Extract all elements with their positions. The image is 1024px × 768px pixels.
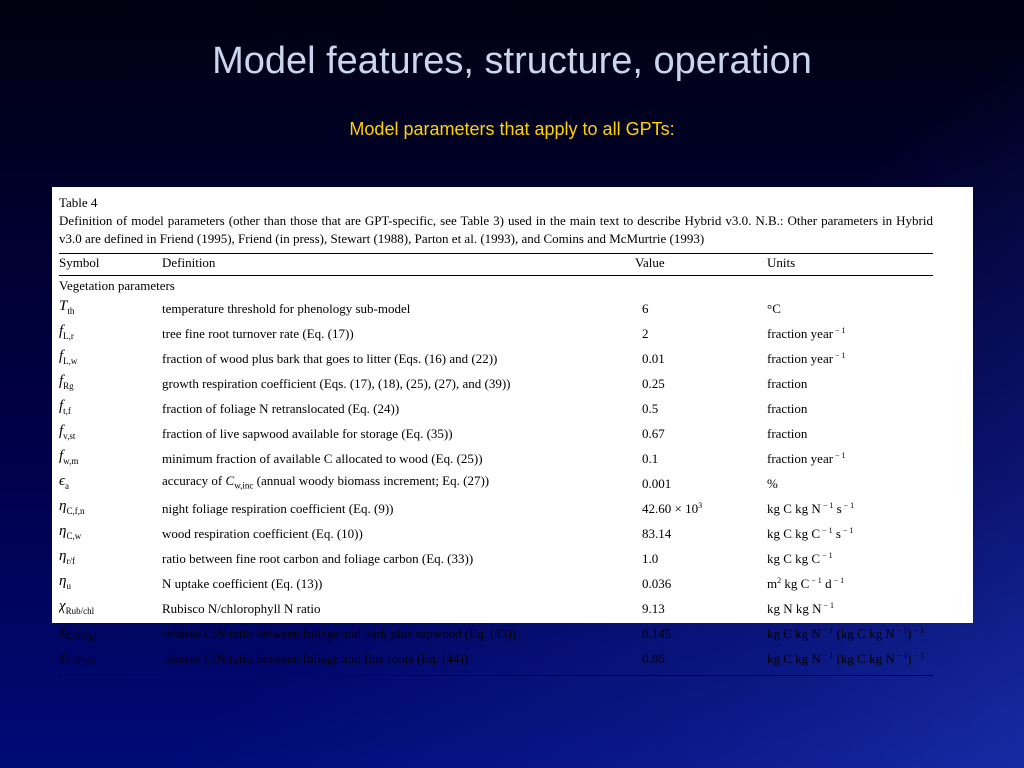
units-cell: kg C kg N $^{- 1}$ s $^{- 1}$	[767, 500, 855, 516]
symbol-cell: $\eta_{C,w}$	[59, 522, 82, 541]
units-cell: fraction year $^{- 1}$	[767, 325, 846, 341]
slide-subtitle: Model parameters that apply to all GPTs:	[349, 119, 675, 139]
value-cell: 0.01	[642, 350, 665, 366]
value-cell: 0.86	[642, 650, 665, 666]
symbol-cell: $\eta_{C,f,n}$	[59, 497, 85, 516]
definition-cell: tree fine root turnover rate (Eq. (17))	[162, 325, 354, 341]
symbol-cell: $\epsilon_a$	[59, 472, 70, 491]
table-caption: Definition of model parameters (other than those that are GPT-specific, see Table 3) used in the main text to describe Hybrid v3.0. N.B.: Other parameters in Hybrid v3.0 are defined in Friend (1995), Friend (in press), Stewart (1988), Parton et al. (1993), and Comins and McMurtrie (1993)	[59, 213, 933, 246]
definition-cell: relative C:N ratio between foliage and bark plus sapwood (Eq. (43))	[162, 625, 517, 641]
definition-cell: fraction of wood plus bark that goes to litter (Eqs. (16) and (22))	[162, 350, 498, 366]
value-cell: 0.001	[642, 475, 672, 491]
definition-cell: night foliage respiration coefficient (Eq. (9))	[162, 500, 394, 516]
symbol-cell: $f_{Rg}$	[59, 372, 74, 391]
value-cell: 0.145	[642, 625, 672, 641]
parameters-table-body	[59, 276, 933, 671]
units-cell: %	[767, 475, 778, 491]
value-cell: 0.25	[642, 375, 665, 391]
table-row	[59, 346, 933, 371]
units-cell: °C	[767, 300, 781, 316]
units-cell: kg N kg N $^{- 1}$	[767, 600, 835, 616]
symbol-cell: $f_{t,f}$	[59, 397, 71, 416]
table-row	[59, 371, 933, 396]
value-cell: 1.0	[642, 550, 659, 566]
definition-cell: minimum fraction of available C allocated to wood (Eq. (25))	[162, 450, 483, 466]
symbol-cell: $\chi_{Rub/chl}$	[59, 597, 95, 616]
units-cell: kg C kg C $^{- 1}$ s $^{- 1}$	[767, 525, 854, 541]
value-cell: 2	[642, 325, 649, 341]
table-row	[59, 396, 933, 421]
value-cell: 83.14	[642, 525, 672, 541]
units-cell: $m^2$ kg C $^{- 1}$ d $^{- 1}$	[767, 575, 845, 591]
definition-cell: fraction of live sapwood available for storage (Eq. (35))	[162, 425, 453, 441]
definition-cell: accuracy of $C_{w,inc}$ (annual woody biomass increment; Eq. (27))	[162, 472, 490, 491]
table-row	[59, 521, 933, 546]
group-label: Vegetation parameters	[59, 278, 175, 294]
value-cell: 6	[642, 300, 649, 316]
value-cell: 0.036	[642, 575, 672, 591]
table-row	[59, 296, 933, 321]
header-definition: Definition	[162, 255, 216, 270]
units-cell: fraction year $^{- 1}$	[767, 450, 846, 466]
table-image	[52, 187, 973, 666]
table-row	[59, 646, 933, 671]
slide-title: Model features, structure, operation	[212, 40, 812, 82]
symbol-cell: $\chi_{C:N(f/r)}$	[59, 647, 96, 666]
units-cell: fraction	[767, 375, 808, 391]
definition-cell: ratio between fine root carbon and foliage carbon (Eq. (33))	[162, 550, 474, 566]
value-cell: 9.13	[642, 600, 665, 616]
table-row	[59, 421, 933, 446]
definition-cell: N uptake coefficient (Eq. (13))	[162, 575, 323, 591]
value-cell: $42.60 \times 10^3$	[642, 500, 703, 516]
table-row	[59, 571, 933, 596]
definition-cell: Rubisco N/chlorophyll N ratio	[162, 600, 321, 616]
definition-cell: temperature threshold for phenology sub-model	[162, 300, 411, 316]
symbol-cell: $f_{v,st}$	[59, 422, 76, 441]
table-row	[59, 496, 933, 521]
value-cell: 0.5	[642, 400, 659, 416]
value-cell: 0.67	[642, 425, 665, 441]
group-row	[59, 276, 933, 296]
table-row	[59, 621, 933, 646]
units-cell: kg C kg C $^{- 1}$	[767, 550, 833, 566]
symbol-cell: $\chi_{C:N(f/p)}$	[59, 622, 97, 641]
symbol-cell: $\eta_{r/f}$	[59, 547, 75, 566]
units-cell: fraction	[767, 425, 808, 441]
definition-cell: growth respiration coefficient (Eqs. (17), (18), (25), (27), and (39))	[162, 375, 511, 391]
value-cell: 0.1	[642, 450, 659, 466]
parameters-table	[59, 254, 933, 272]
symbol-cell: $f_{L,r}$	[59, 322, 74, 341]
units-cell: fraction	[767, 400, 808, 416]
symbol-cell: $f_{L,w}$	[59, 347, 78, 366]
units-cell: fraction year $^{- 1}$	[767, 350, 846, 366]
table-label: Table 4	[59, 195, 98, 210]
header-symbol: Symbol	[59, 255, 100, 270]
symbol-cell: $\eta_u$	[59, 572, 71, 591]
table-row	[59, 471, 933, 496]
table-row	[59, 446, 933, 471]
definition-cell: relative C:N ratio between foliage and fine roots (Eq. (44))	[162, 650, 469, 666]
symbol-cell: $T_{th}$	[59, 297, 75, 316]
table-bottom-rule	[59, 675, 933, 676]
table-row	[59, 596, 933, 621]
definition-cell: fraction of foliage N retranslocated (Eq. (24))	[162, 400, 400, 416]
table-row	[59, 546, 933, 571]
definition-cell: wood respiration coefficient (Eq. (10))	[162, 525, 363, 541]
symbol-cell: $f_{w,m}$	[59, 447, 79, 466]
table-row	[59, 321, 933, 346]
units-cell: kg C kg N $^{- 1}$ (kg C kg N $^{- 1}$) $^{- 1}$	[767, 650, 925, 666]
table-header-row	[59, 254, 933, 272]
header-value: Value	[635, 255, 665, 270]
header-units: Units	[767, 255, 796, 270]
units-cell: kg C kg N $^{- 1}$ (kg C kg N $^{- 1}$) $^{- 1}$	[767, 625, 925, 641]
